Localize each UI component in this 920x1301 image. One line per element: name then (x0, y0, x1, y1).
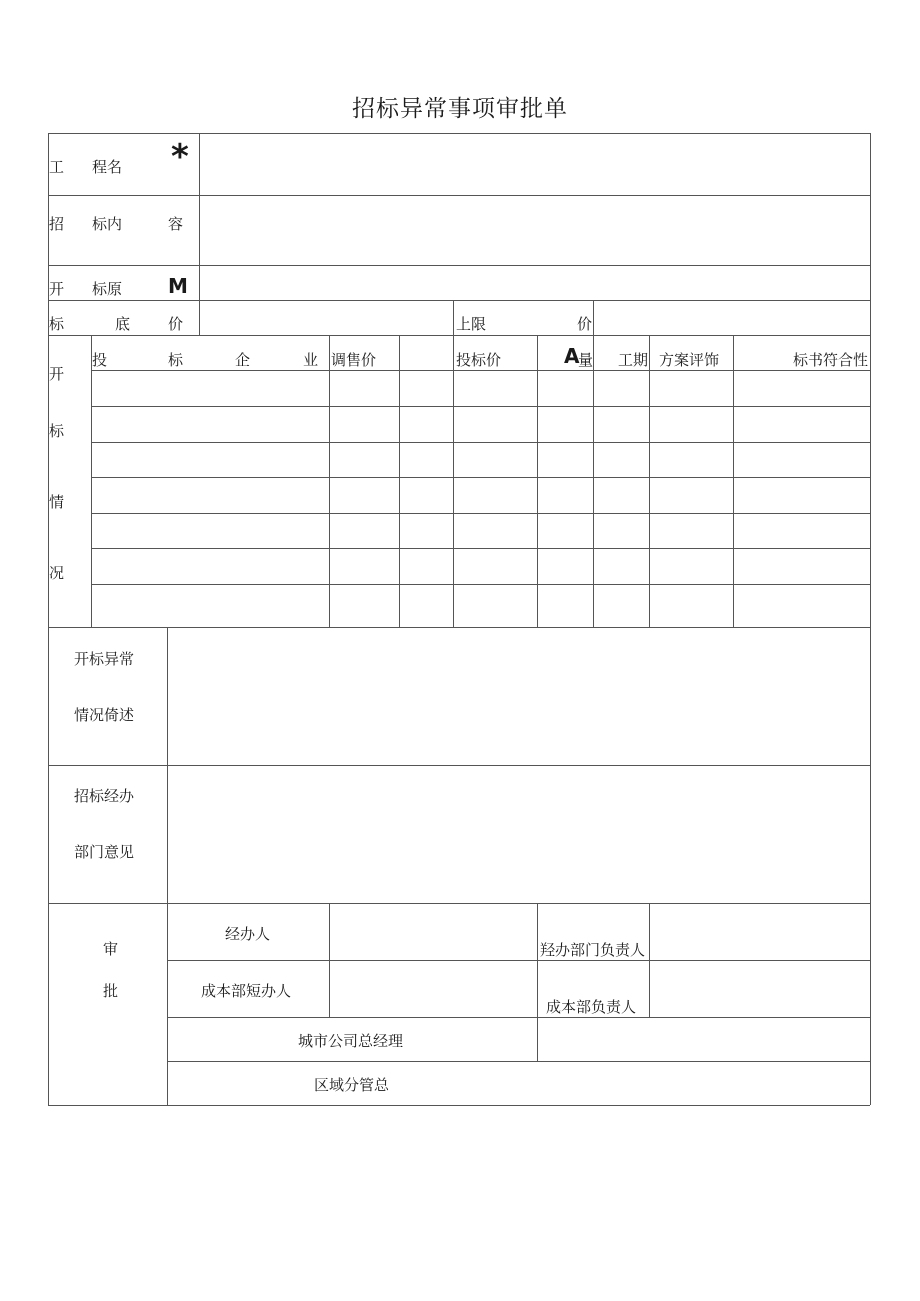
grid-line (91, 442, 870, 443)
floor-price-label-3: 价 (168, 315, 184, 333)
grid-line (91, 584, 870, 585)
open-reason-mark: M (168, 274, 188, 298)
grid-line (537, 335, 538, 627)
bid-side-label-4: 况 (49, 564, 65, 582)
grid-line (453, 335, 454, 627)
bid-content-label-2: 标内 (92, 215, 123, 233)
grid-line (167, 627, 168, 1105)
anomaly-label-1: 开标异常 (74, 650, 135, 668)
grid-line (48, 765, 870, 766)
regional-manager-label: 区域分管总 (314, 1076, 390, 1094)
handler-dept-head-label: 羟办部门负责人 (540, 941, 646, 959)
open-reason-label-1: 开 (49, 280, 65, 298)
handler-label: 经办人 (225, 925, 271, 943)
city-gm-label: 城市公司总经理 (298, 1032, 404, 1050)
anomaly-label-2: 情况倚述 (74, 706, 135, 724)
grid-line (593, 335, 594, 627)
upper-price-label-1: 上限 (456, 315, 487, 333)
border-right (870, 133, 871, 1105)
bid-side-label-3: 情 (49, 493, 65, 511)
header-company-1: 投 (92, 351, 108, 369)
grid-line (329, 903, 330, 1017)
approval-label-2: 批 (103, 982, 119, 1000)
floor-price-label-2: 底 (115, 315, 131, 333)
header-company-4: 业 (303, 351, 319, 369)
grid-line (48, 195, 870, 196)
header-plan-review: 方案评饰 (659, 351, 720, 369)
grid-line (91, 513, 870, 514)
grid-line (593, 300, 594, 335)
grid-line (199, 133, 200, 335)
header-bid-price: 投标价 (456, 351, 502, 369)
cost-handler-label: 成本部短办人 (201, 982, 292, 1000)
grid-line (399, 335, 400, 627)
grid-line (91, 477, 870, 478)
grid-line (167, 960, 870, 961)
header-adjusted-price: 调售价 (331, 351, 377, 369)
grid-line (649, 903, 650, 1017)
document-title: 招标异常事项审批单 (352, 96, 568, 122)
cost-head-label: 成本部负责人 (546, 998, 637, 1016)
upper-price-label-2: 价 (577, 315, 593, 333)
header-compliance: 标书符合性 (793, 351, 869, 369)
floor-price-label-1: 标 (49, 315, 65, 333)
approval-label-1: 审 (103, 940, 119, 958)
required-star-icon: * (171, 137, 189, 177)
grid-line (48, 265, 870, 266)
project-name-label-2: 程名 (92, 158, 123, 176)
grid-line (167, 1061, 870, 1062)
bid-content-label-1: 招 (49, 215, 65, 233)
grid-line (91, 548, 870, 549)
grid-line (453, 300, 454, 335)
bid-side-label-1: 开 (49, 365, 65, 383)
border-bottom (48, 1105, 870, 1106)
dept-opinion-label-1: 招标经办 (74, 787, 135, 805)
bid-content-label-3: 容 (168, 215, 184, 233)
border-top (48, 133, 870, 134)
grid-line (91, 335, 92, 627)
dept-opinion-label-2: 部门意见 (74, 843, 135, 861)
grid-line (167, 1017, 870, 1018)
grid-line (329, 335, 330, 627)
grid-line (537, 903, 538, 1061)
header-qty: 量 (578, 351, 594, 369)
grid-line (48, 335, 870, 336)
border-left (48, 133, 49, 1105)
grid-line (48, 627, 870, 628)
header-period: 工期 (618, 351, 649, 369)
header-company-2: 标 (168, 351, 184, 369)
header-qty-mark: A (564, 344, 580, 368)
grid-line (91, 370, 870, 371)
open-reason-label-2: 标原 (92, 280, 123, 298)
project-name-label-1: 工 (49, 158, 65, 176)
header-company-3: 企 (235, 351, 251, 369)
grid-line (48, 300, 870, 301)
grid-line (91, 406, 870, 407)
grid-line (733, 335, 734, 627)
grid-line (649, 335, 650, 627)
bid-side-label-2: 标 (49, 422, 65, 440)
grid-line (48, 903, 870, 904)
